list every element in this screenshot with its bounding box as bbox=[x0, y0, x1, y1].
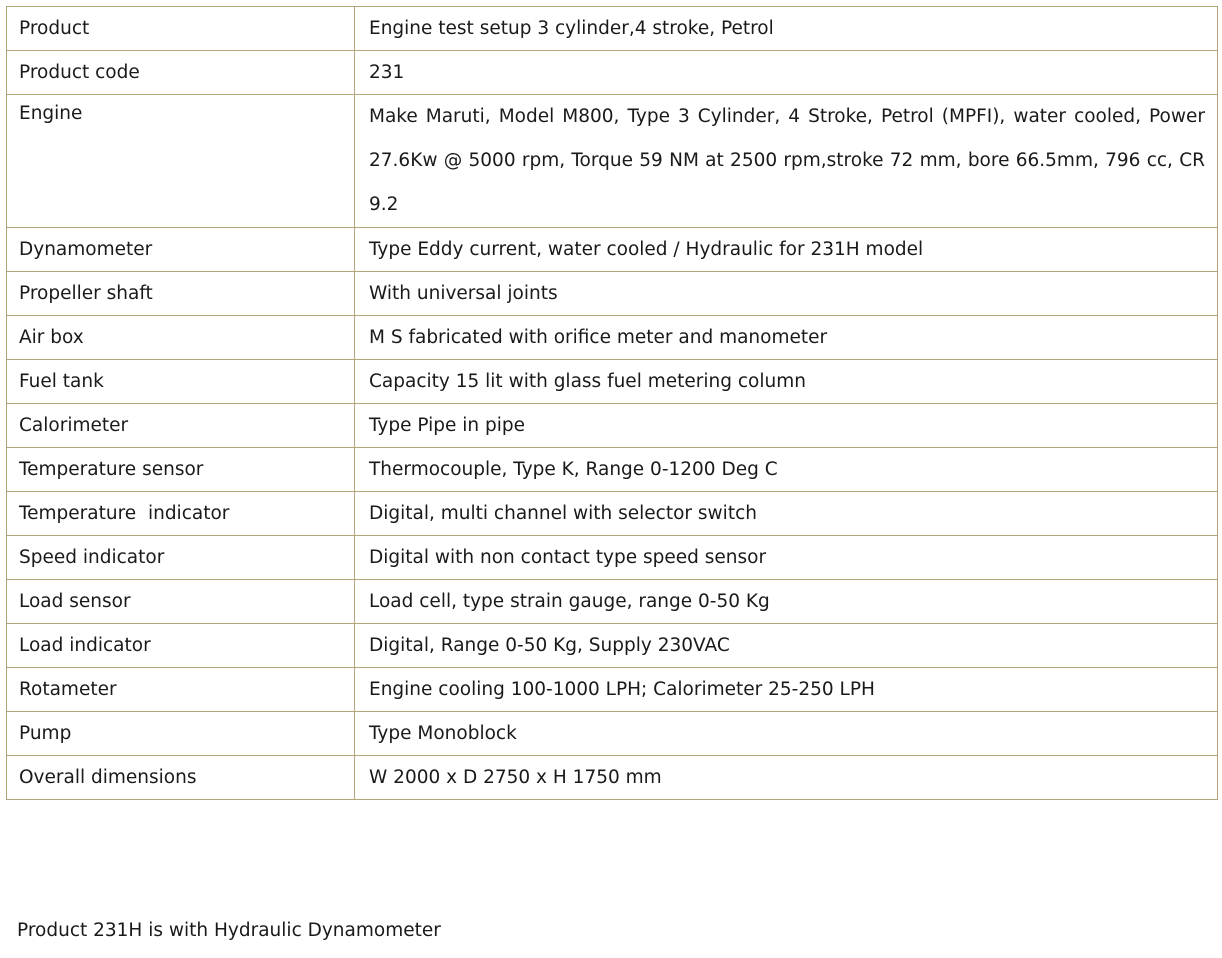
spec-value: Load cell, type strain gauge, range 0-50 Kg bbox=[355, 580, 1218, 624]
spec-label: Product bbox=[7, 7, 355, 51]
spec-value: Digital with non contact type speed sensor bbox=[355, 536, 1218, 580]
table-row-load-sensor bbox=[7, 580, 1218, 624]
spec-label: Propeller shaft bbox=[7, 272, 355, 316]
spec-label: Temperature indicator bbox=[7, 492, 355, 536]
spec-value: Type Monoblock bbox=[355, 712, 1218, 756]
spec-value: With universal joints bbox=[355, 272, 1218, 316]
spec-value: Engine test setup 3 cylinder,4 stroke, Petrol bbox=[355, 7, 1218, 51]
table-row-dynamometer bbox=[7, 228, 1218, 272]
table-row-pump bbox=[7, 712, 1218, 756]
spec-table bbox=[6, 6, 1218, 800]
table-row-engine bbox=[7, 95, 1218, 228]
spec-value: 231 bbox=[355, 51, 1218, 95]
spec-label: Pump bbox=[7, 712, 355, 756]
spec-label: Air box bbox=[7, 316, 355, 360]
spec-label: Temperature sensor bbox=[7, 448, 355, 492]
table-row-product-code bbox=[7, 51, 1218, 95]
spec-value: Type Pipe in pipe bbox=[355, 404, 1218, 448]
spec-value: Type Eddy current, water cooled / Hydraulic for 231H model bbox=[355, 228, 1218, 272]
spec-value: Thermocouple, Type K, Range 0-1200 Deg C bbox=[355, 448, 1218, 492]
table-row-temperature-indicator bbox=[7, 492, 1218, 536]
spec-label: Fuel tank bbox=[7, 360, 355, 404]
spec-label: Load sensor bbox=[7, 580, 355, 624]
spec-value: M S fabricated with orifice meter and manometer bbox=[355, 316, 1218, 360]
table-row-temperature-sensor bbox=[7, 448, 1218, 492]
spec-label: Overall dimensions bbox=[7, 756, 355, 800]
spec-label: Dynamometer bbox=[7, 228, 355, 272]
spec-label: Load indicator bbox=[7, 624, 355, 668]
spec-label: Engine bbox=[7, 95, 355, 228]
table-row-load-indicator bbox=[7, 624, 1218, 668]
spec-value: Engine cooling 100-1000 LPH; Calorimeter 25-250 LPH bbox=[355, 668, 1218, 712]
table-row-rotameter bbox=[7, 668, 1218, 712]
spec-label: Product code bbox=[7, 51, 355, 95]
spec-value: W 2000 x D 2750 x H 1750 mm bbox=[355, 756, 1218, 800]
spec-label: Rotameter bbox=[7, 668, 355, 712]
spec-value: Digital, multi channel with selector switch bbox=[355, 492, 1218, 536]
table-row-speed-indicator bbox=[7, 536, 1218, 580]
table-row-overall-dimensions bbox=[7, 756, 1218, 800]
spec-label: Speed indicator bbox=[7, 536, 355, 580]
table-row-calorimeter bbox=[7, 404, 1218, 448]
spec-value: Capacity 15 lit with glass fuel metering column bbox=[355, 360, 1218, 404]
spec-label: Calorimeter bbox=[7, 404, 355, 448]
spec-value: Digital, Range 0-50 Kg, Supply 230VAC bbox=[355, 624, 1218, 668]
table-row-fuel-tank bbox=[7, 360, 1218, 404]
table-row-product bbox=[7, 7, 1218, 51]
table-row-propeller-shaft bbox=[7, 272, 1218, 316]
footnote: Product 231H is with Hydraulic Dynamometer bbox=[17, 920, 441, 941]
table-row-air-box bbox=[7, 316, 1218, 360]
spec-value: Make Maruti, Model M800, Type 3 Cylinder, 4 Stroke, Petrol (MPFI), water cooled, Power 27.6Kw @ 5000 rpm, Torque 59 NM at 2500 rpm,stroke 72 mm, bore 66.5mm, 796 cc, CR 9.2 bbox=[355, 95, 1218, 228]
